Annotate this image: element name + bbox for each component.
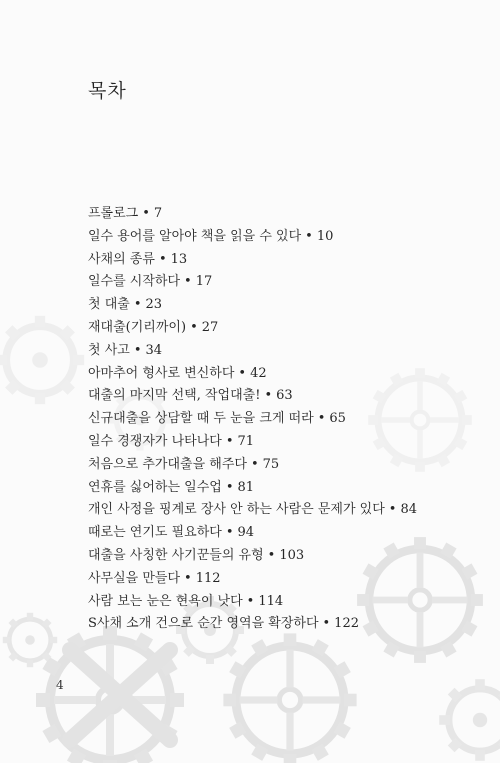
toc-entry-title: 대출을 사칭한 사기꾼들의 유형 xyxy=(88,547,264,563)
bullet-separator-icon: • xyxy=(238,365,247,381)
toc-entry-page: 17 xyxy=(195,274,213,290)
toc-entry-title: 아마추어 형사로 변신하다 xyxy=(88,365,235,381)
toc-entry xyxy=(88,249,417,272)
toc-entry xyxy=(88,568,417,591)
toc-entry xyxy=(88,385,417,408)
bullet-separator-icon: • xyxy=(142,206,150,221)
bullet-separator-icon: • xyxy=(250,456,259,472)
table-of-contents xyxy=(88,203,417,636)
bullet-separator-icon: • xyxy=(184,274,192,290)
toc-entry-title: 처음으로 추가대출을 해주다 xyxy=(88,456,247,472)
page-number: 4 xyxy=(56,678,64,692)
bullet-separator-icon: • xyxy=(158,251,167,267)
toc-entry-title: 프롤로그 xyxy=(88,206,139,221)
toc-entry-title: 때로는 연기도 필요하다 xyxy=(88,525,222,541)
bullet-separator-icon: • xyxy=(264,388,273,404)
toc-entry xyxy=(88,226,417,249)
bullet-separator-icon: • xyxy=(190,319,198,335)
toc-entry-page: 23 xyxy=(145,297,163,313)
toc-entry xyxy=(88,271,417,294)
toc-entry-title: S사채 소개 건으로 순간 영역을 확장하다 xyxy=(88,616,319,632)
toc-entry-title: 사무실을 만들다 xyxy=(88,570,181,586)
toc-entry xyxy=(88,477,417,500)
toc-entry-page: 122 xyxy=(334,616,359,632)
toc-entry-page: 94 xyxy=(237,525,255,541)
bullet-separator-icon: • xyxy=(184,570,192,586)
toc-entry-page: 114 xyxy=(258,593,284,609)
bullet-separator-icon: • xyxy=(225,525,234,541)
toc-entry-title: 일수 경쟁자가 나타나다 xyxy=(88,433,222,449)
toc-entry-title: 대출의 마지막 선택, 작업대출! xyxy=(88,388,261,404)
toc-entry-page: 34 xyxy=(145,342,163,358)
toc-entry xyxy=(88,203,417,226)
toc-entry xyxy=(88,340,417,363)
toc-entry xyxy=(88,499,417,522)
toc-entry-title: 일수 용어를 알아야 책을 읽을 수 있다 xyxy=(88,228,302,244)
toc-entry-title: 일수를 시작하다 xyxy=(88,274,181,290)
toc-entry xyxy=(88,431,417,454)
bullet-separator-icon: • xyxy=(225,433,234,449)
toc-entry-title: 재대출(기리까이) xyxy=(88,319,187,335)
toc-entry-page: 42 xyxy=(250,365,267,381)
toc-entry-page: 81 xyxy=(237,479,255,495)
bullet-separator-icon: • xyxy=(133,342,142,358)
toc-entry-title: 사람 보는 눈은 현욕이 낫다 xyxy=(88,593,243,609)
toc-entry-page: 75 xyxy=(262,456,280,472)
bullet-separator-icon: • xyxy=(133,297,142,313)
toc-entry xyxy=(88,522,417,545)
toc-entry xyxy=(88,317,417,340)
toc-entry-page: 10 xyxy=(316,228,334,244)
toc-entry-page: 7 xyxy=(153,206,163,221)
toc-entry-title: 연휴를 싫어하는 일수업 xyxy=(88,479,222,495)
toc-entry xyxy=(88,613,417,636)
toc-entry-page: 71 xyxy=(237,433,255,449)
toc-entry xyxy=(88,363,417,386)
bullet-separator-icon: • xyxy=(322,616,331,632)
toc-entry-page: 112 xyxy=(195,570,221,586)
bullet-separator-icon: • xyxy=(388,502,397,518)
toc-entry-page: 103 xyxy=(279,547,305,563)
toc-entry-title: 개인 사정을 핑계로 장사 안 하는 사람은 문제가 있다 xyxy=(88,502,385,518)
bullet-separator-icon: • xyxy=(305,228,313,244)
toc-entry-title: 첫 대출 xyxy=(88,297,130,313)
toc-entry-page: 13 xyxy=(170,251,188,267)
toc-entry xyxy=(88,454,417,477)
bullet-separator-icon: • xyxy=(317,411,326,427)
toc-entry xyxy=(88,545,417,568)
toc-entry-page: 84 xyxy=(400,502,417,518)
bullet-separator-icon: • xyxy=(225,479,234,495)
toc-entry-title: 사채의 종류 xyxy=(88,251,155,267)
bullet-separator-icon: • xyxy=(246,593,255,609)
toc-entry-page: 63 xyxy=(276,388,293,404)
toc-entry-title: 신규대출을 상담할 때 두 눈을 크게 떠라 xyxy=(88,411,314,427)
toc-entry-page: 65 xyxy=(329,411,346,427)
toc-entry xyxy=(88,294,417,317)
toc-entry xyxy=(88,591,417,614)
toc-entry-title: 첫 사고 xyxy=(88,342,130,358)
bullet-separator-icon: • xyxy=(267,547,276,563)
toc-entry-page: 27 xyxy=(201,319,219,335)
page-title: 목차 xyxy=(88,80,127,102)
toc-entry xyxy=(88,408,417,431)
